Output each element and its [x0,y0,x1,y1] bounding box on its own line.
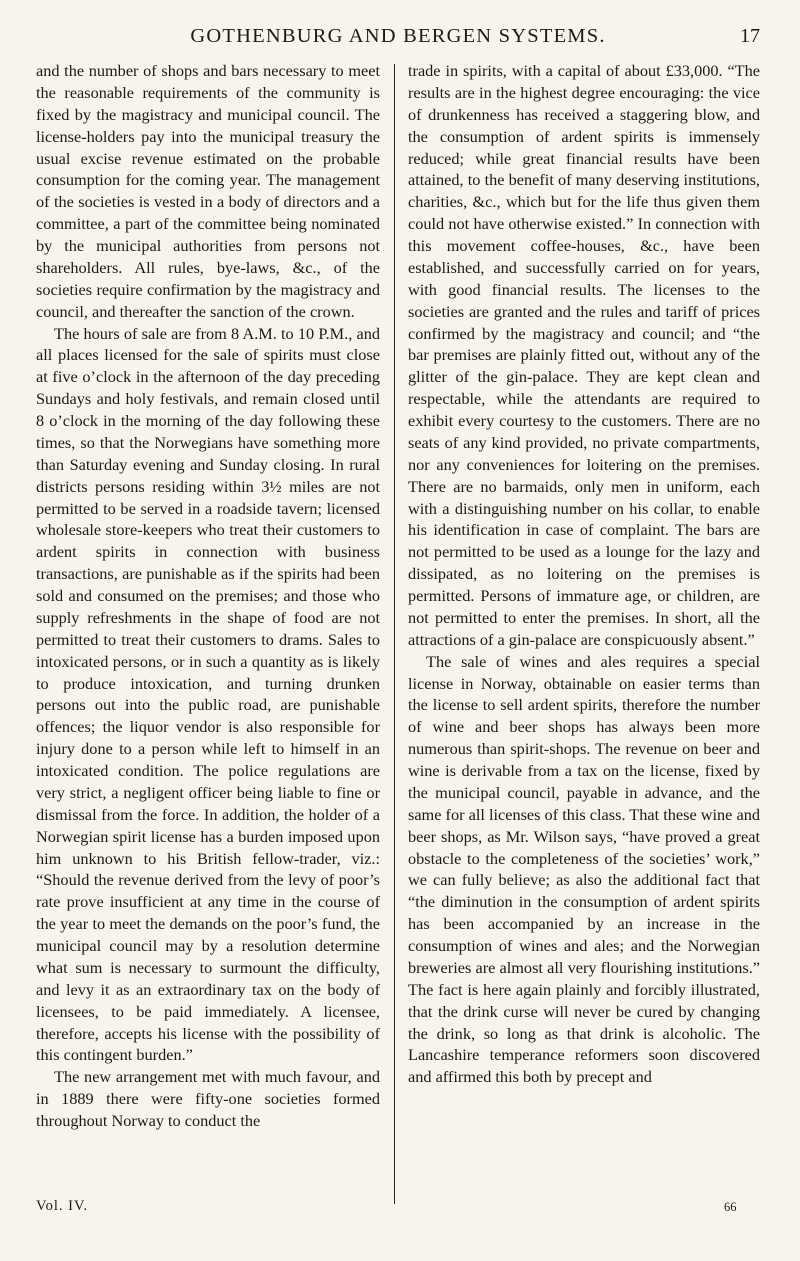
left-paragraph-3: The new arrangement met with much favour, and in 1889 there were fifty-one societies formed throughout Norway to conduct the [36,1067,380,1130]
page-header [36,22,760,52]
left-paragraph-2: The hours of sale are from 8 A.M. to 10 P.M., and all places licensed for the sale of spirits must close at five o’clock in the afternoon of the day preceding Sundays and holy festivals, and remain closed until 8 o’clock in the morning of the day following these times, so that the Norwegians have something more than Saturday evening and Sunday closing. In rural districts persons residing within 3½ miles are not permitted to be served in a roadside tavern; licensed wholesale store-keepers who treat their customers to ardent spirits in connection with business transactions, are punishable as if the spirits had been sold and consumed on the premises; and those who supply refreshments in the shape of food are not permitted to treat their customers to drams. Sales to intoxicated persons, or in such a quantity as is likely to produce intoxication, and turning drunken persons out into the public road, are punishable offences; the liquor vendor is also responsible for injury done to a person while left to himself in an intoxicated condition. The police regulations are very strict, a negligent officer being liable to fine or dismissal from the force. In addition, the holder of a Norwegian spirit license has a burden imposed upon him unknown to his British fellow-trader, viz.: “Should the revenue derived from the levy of poor’s rate prove insufficient at any time in the course of the year to meet the demands on the poor’s fund, the municipal council may by a resolution determine what sum is necessary to surmount the difficulty, and levy it as an extraordinary tax on the body of licensees, to be paid immediately. A licensee, therefore, accepts his license with the possibility of this contingent burden.” [36,323,380,1065]
signature-mark: 66 [724,1200,737,1214]
left-column [36,60,380,1132]
column-divider [394,64,395,1204]
right-paragraph-1: trade in spirits, with a capital of about £33,000. “The results are in the highest degree encouraging: the vice of drunkenness has received a staggering blow, and the consumption of ardent spirits is immensely reduced; while great financial results have been attained, to the benefit of many deserving institutions, charities, &c., which but for the life thus given them could not have otherwise existed.” In connection with this movement coffee-houses, &c., have been established, and successfully carried on for years, with good financial results. The licenses to the societies are granted and the rules and tariff of prices confirmed by the magistracy and council; and “the bar premises are plainly fitted out, without any of the glitter of the gin-palace. They are kept clean and respectable, while the attendants are required to exhibit every courtesy to the customers. There are no seats of any kind provided, no private compartments, nor any conveniences for loitering on the premises. There are no barmaids, only men in uniform, each with a distinguishing number on his collar, to enable his identification in case of complaint. The bars are not permitted to be used as a lounge for the lazy and dissipated, as no loitering on the premises is permitted. Persons of immature age, or children, are not permitted to enter the premises. In short, all the attractions of a gin-palace are conspicuously absent.” [408,61,760,649]
running-title: GOTHENBURG AND BERGEN SYSTEMS. [190,25,606,47]
right-column [408,60,760,1088]
volume-label: Vol. IV. [36,1198,89,1214]
page-number: 17 [740,25,760,47]
right-paragraph-2: The sale of wines and ales requires a special license in Norway, obtainable on easier terms than the license to sell ardent spirits, therefore the number of wine and beer shops has always been more numerous than spirit-shops. The revenue on beer and wine is derivable from a tax on the license, fixed by the municipal council, payable in advance, and the same for all licenses of this class. That these wine and beer shops, as Mr. Wilson says, “have proved a great obstacle to the completeness of the societies’ work,” we can fully believe; as also the additional fact that “the diminution in the consumption of ardent spirits has been accompanied by an increase in the consumption of wines and ales; and the Norwegian breweries are almost all very flourishing institutions.” The fact is here again plainly and forcibly illustrated, that the drink curse will never be cured by changing the drink, so long as that drink is alcoholic. The Lancashire temperance reformers soon discovered and affirmed this both by precept and [408,651,760,1087]
left-paragraph-1: and the number of shops and bars necessary to meet the reasonable requirements of the community is fixed by the magistracy and municipal council. The license-holders pay into the municipal treasury the usual excise revenue estimated on the probable consumption for the coming year. The management of the societies is vested in a body of directors and a committee, a part of the committee being nominated by the municipal authorities from persons not shareholders. All rules, bye-laws, &c., of the societies require confirmation by the magistracy and council, and thereafter the sanction of the crown. [36,61,380,321]
